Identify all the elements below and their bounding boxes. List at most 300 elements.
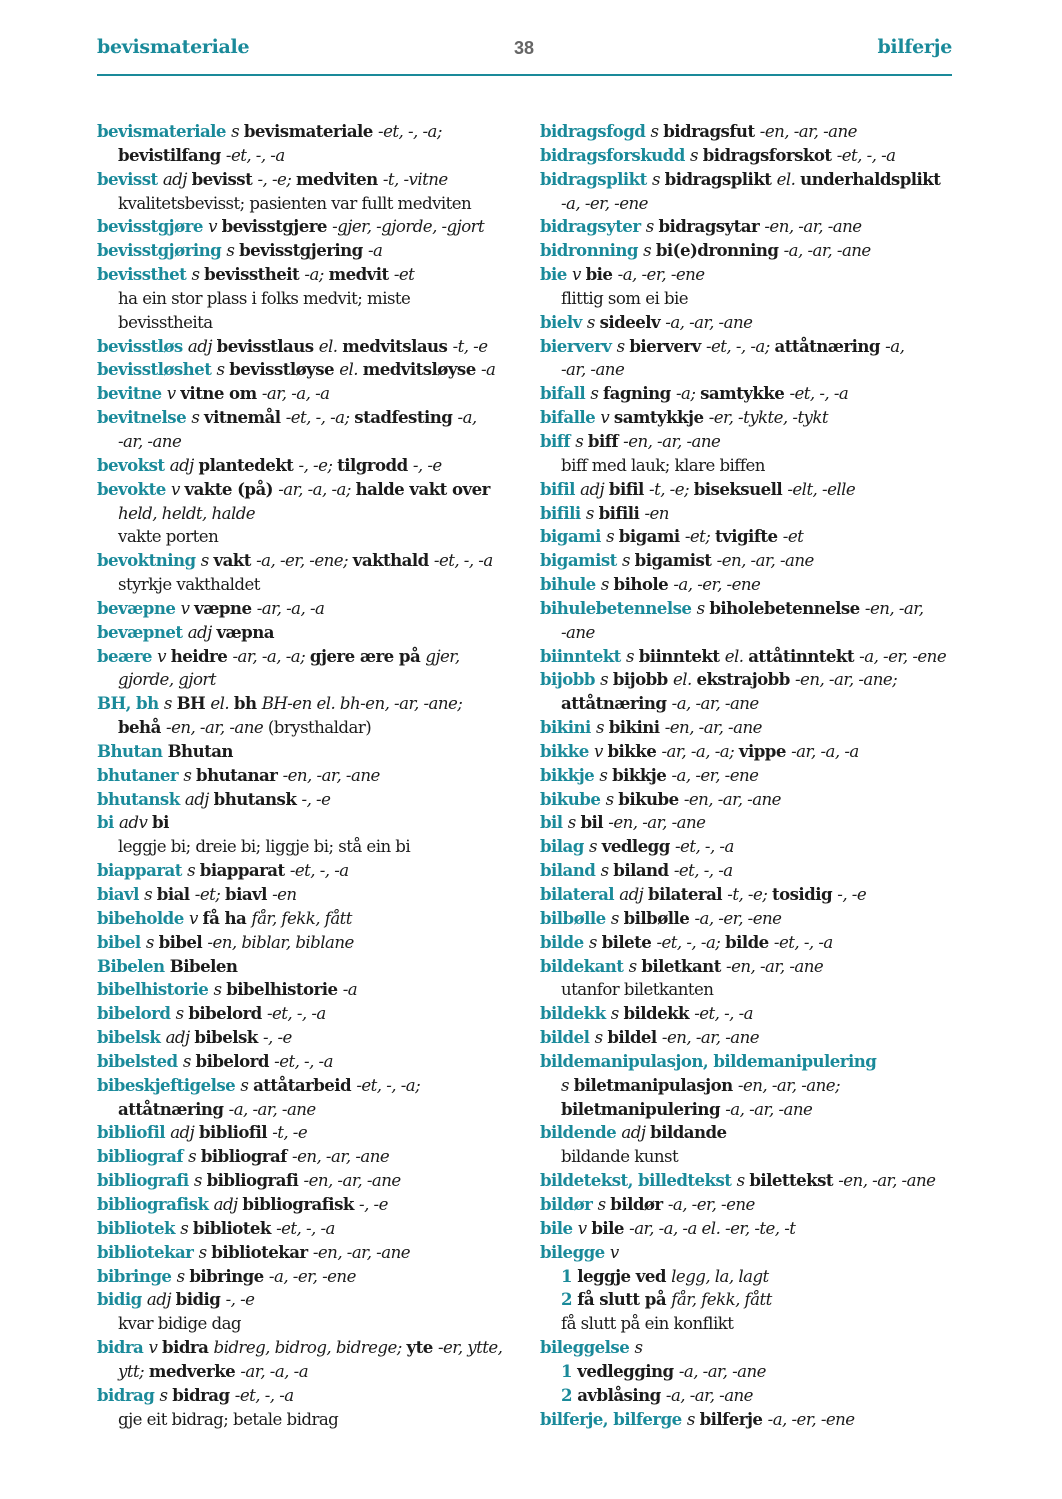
entry-line — [540, 597, 970, 621]
entry-line — [97, 335, 527, 359]
inflection: -en, -ar, -ane — [759, 122, 857, 141]
headword: bildel — [540, 1027, 595, 1048]
translation: bibelsk — [194, 1027, 263, 1048]
entry-line — [97, 1169, 527, 1193]
part-of-speech: s — [567, 813, 581, 833]
translation: medvit — [328, 264, 394, 285]
translation: bilferje — [699, 1408, 768, 1429]
entry-line — [97, 621, 527, 645]
headword: bilegge — [540, 1241, 610, 1262]
inflection: -et, -, -a — [694, 1004, 754, 1024]
entry-line — [97, 597, 527, 621]
inflection: -et; — [194, 885, 226, 904]
headword: bifall — [540, 383, 591, 404]
entry-continuation-line — [540, 192, 970, 216]
part-of-speech: s — [188, 1147, 201, 1167]
inflection: -et, -, -a — [266, 1004, 326, 1024]
headword: bevæpne — [97, 597, 181, 618]
headword: bibliotekar — [97, 1241, 199, 1262]
inflection: -et, -, -a; — [378, 122, 442, 141]
headword: bile — [540, 1217, 578, 1238]
translation: biapparat — [199, 860, 290, 881]
inflection: -et, -, -a — [276, 1218, 335, 1238]
part-of-speech: s — [643, 241, 656, 261]
translation: bifili — [598, 502, 645, 523]
inflection: -ar, -ane — [561, 360, 625, 380]
translation: bile — [591, 1217, 630, 1238]
entry-continuation-line — [540, 287, 970, 311]
part-of-speech: adj — [170, 1123, 199, 1143]
headword: bifil — [540, 478, 581, 499]
translation: avblåsing — [577, 1384, 666, 1405]
example-text: styrkje vakthaldet — [118, 575, 260, 595]
translation: bibliotek — [192, 1217, 277, 1238]
entry-line — [97, 692, 527, 716]
inflection: -ar, -a, -a — [791, 741, 859, 761]
headword: bilag — [540, 836, 590, 857]
page-number: 38 — [514, 38, 535, 58]
headword: bielv — [540, 311, 587, 332]
headword: bibelord — [97, 1003, 176, 1024]
entry-line — [97, 883, 527, 907]
example-text: vakte porten — [118, 527, 219, 547]
part-of-speech: s — [163, 694, 177, 714]
translation: sideelv — [599, 311, 666, 332]
translation: biff — [587, 430, 624, 451]
entry-line — [540, 335, 970, 359]
inflection: legg, la, lagt — [671, 1266, 769, 1286]
headword: bikkje — [540, 764, 600, 785]
inflection: -, -e — [837, 885, 867, 904]
translation: vedlegg — [601, 836, 675, 857]
inflection: -en, biblar, biblane — [207, 932, 354, 952]
entry-line — [97, 645, 527, 669]
entry-line — [540, 955, 970, 979]
inflection: -en, -ar, -ane; — [737, 1075, 841, 1095]
part-of-speech: s — [597, 1194, 611, 1214]
entry-line — [97, 1121, 527, 1145]
translation: bibringe — [189, 1265, 269, 1286]
translation: bevisstløyse — [229, 359, 340, 380]
entry-line — [540, 645, 970, 669]
translation: bikke — [607, 740, 662, 761]
translation: medvitslaus — [342, 335, 453, 356]
headword: bibelsk — [97, 1027, 166, 1048]
entry-line — [97, 764, 527, 788]
entry-line — [97, 406, 527, 430]
part-of-speech: s — [586, 312, 600, 332]
translation: underhaldsplikt — [800, 168, 941, 189]
entry-line — [540, 1026, 970, 1050]
translation: halde vakt over — [355, 478, 490, 499]
entry-line — [540, 1217, 970, 1241]
entry-line — [97, 549, 527, 573]
headword: bifili — [540, 502, 586, 523]
translation: biletmanipulering — [561, 1098, 726, 1119]
part-of-speech: s — [621, 551, 635, 571]
inflection: -a, -ar, -ane — [678, 1361, 766, 1381]
translation: bildel — [607, 1027, 662, 1048]
left-column — [97, 120, 527, 1431]
part-of-speech: v — [148, 1338, 163, 1358]
headword: bevoktning — [97, 550, 201, 571]
part-of-speech: s — [145, 932, 159, 952]
translation: tilgrodd — [337, 454, 413, 475]
part-of-speech: adj — [146, 1290, 176, 1310]
entry-line — [540, 1121, 970, 1145]
part-of-speech: v — [593, 741, 608, 761]
part-of-speech: s — [226, 241, 240, 261]
inflection: held, heldt, halde — [118, 503, 256, 523]
inflection: -ar, -a, -a el. -er, -te, -t — [629, 1218, 796, 1238]
headword: bidrag — [97, 1384, 160, 1405]
headword: bevæpnet — [97, 621, 188, 642]
example-text: bildande kunst — [561, 1147, 679, 1167]
translation: bi(e)dronning — [655, 240, 784, 261]
entry-line — [97, 978, 527, 1002]
headword: bidronning — [540, 240, 644, 261]
translation: bidrag — [172, 1384, 235, 1405]
entry-line — [540, 144, 970, 168]
translation: biinntekt — [638, 645, 725, 666]
entry-line — [97, 454, 527, 478]
inflection: -a, -ar, -ane — [665, 312, 753, 332]
entry-line — [540, 525, 970, 549]
translation: bevisstgjering — [239, 240, 368, 261]
part-of-speech: v — [609, 1242, 619, 1262]
entry-line — [97, 215, 527, 239]
inflection: -ar, -a, -a — [240, 1361, 309, 1381]
headword: bevismateriale — [97, 121, 232, 141]
translation: bevistilfang — [118, 144, 226, 165]
inflection: -a, -er, -ene — [667, 1194, 755, 1214]
translation: væpne — [194, 597, 257, 618]
translation: bial — [156, 884, 195, 904]
entry-continuation-line — [540, 621, 970, 645]
inflection: -a, -er, -ene; — [256, 551, 353, 571]
headword: bifalle — [540, 407, 601, 428]
entry-line — [540, 1169, 970, 1193]
headword: bevissthet — [97, 264, 192, 285]
inflection: -en, -ar, -ane — [764, 217, 862, 237]
inflection: -a, -er, -ene — [767, 1409, 855, 1429]
entry-line — [540, 668, 970, 692]
translation: bhutansk — [213, 788, 302, 809]
translation: få slutt på — [577, 1289, 672, 1310]
entry-line — [97, 1217, 527, 1241]
entry-line — [540, 382, 970, 406]
part-of-speech: s — [589, 837, 602, 857]
entry-line — [540, 430, 970, 454]
headword: bibel — [97, 931, 146, 952]
inflection: -a, -ar, -ane — [671, 694, 759, 714]
part-of-speech: s — [616, 336, 630, 356]
headword: bigami — [540, 526, 607, 547]
part-of-speech: s — [689, 145, 703, 165]
entry-continuation-line — [97, 287, 527, 311]
inflection: -et, -, -a; — [705, 336, 775, 356]
translation: tosidig — [772, 884, 838, 904]
translation: vakte (på) — [184, 478, 279, 499]
headword: bhutaner — [97, 764, 184, 785]
inflection: -en, -ar, -ane — [282, 765, 380, 785]
entry-line — [97, 788, 527, 812]
entry-continuation-line — [540, 1288, 970, 1312]
inflection: -ar, -a, -a; — [232, 646, 310, 666]
part-of-speech: s — [191, 265, 205, 285]
entry-continuation-line — [97, 430, 527, 454]
entry-continuation-line — [540, 1360, 970, 1384]
entry-line — [540, 1408, 970, 1432]
part-of-speech: s — [626, 646, 639, 666]
translation: attåtnæring — [118, 1098, 229, 1119]
entry-line — [540, 764, 970, 788]
headword: bie — [540, 264, 573, 285]
translation: samtykkje — [613, 407, 709, 428]
entry-continuation-line — [97, 525, 527, 549]
headword: bibliograf — [97, 1146, 189, 1167]
translation: bibliotekar — [211, 1241, 313, 1262]
inflection: -en, -ar, -ane — [661, 1028, 760, 1048]
inflection: -a, — [457, 408, 477, 428]
inflection: -et, -, -a — [673, 861, 733, 881]
right-guide-word: bilferje — [877, 36, 952, 58]
part-of-speech: adj — [162, 169, 192, 189]
entry-line — [540, 859, 970, 883]
inflection: -et, -, -a — [675, 837, 734, 857]
entry-line — [97, 120, 527, 144]
entry-line — [97, 1241, 527, 1265]
translation: tvigifte — [715, 526, 783, 547]
entry-line — [540, 549, 970, 573]
part-of-speech: s — [231, 122, 244, 141]
entry-line — [540, 835, 970, 859]
translation: bibelhistorie — [226, 979, 343, 1000]
part-of-speech: s — [182, 1051, 196, 1071]
inflection: -en, -ar, -ane — [683, 789, 781, 809]
page-header — [97, 36, 952, 76]
headword: biinntekt — [540, 645, 627, 666]
inflection: -t, -e; — [649, 479, 694, 499]
inflection: -a, -ar, -ane — [725, 1099, 813, 1119]
translation: bidragsytar — [658, 216, 765, 237]
translation: bihole — [613, 574, 674, 595]
part-of-speech: s — [176, 1266, 190, 1286]
headword: Bhutan — [97, 740, 168, 761]
translation: bidragsforskot — [702, 144, 837, 165]
inflection: -et, -, -a; — [356, 1075, 421, 1095]
translation: bildør — [610, 1193, 668, 1214]
entry-continuation-line — [97, 1408, 527, 1432]
entry-line — [97, 1145, 527, 1169]
part-of-speech: s — [187, 861, 200, 881]
translation: bildekk — [623, 1003, 695, 1024]
entry-line — [97, 1288, 527, 1312]
part-of-speech: s — [180, 1218, 193, 1238]
translation: attåtarbeid — [253, 1074, 357, 1095]
entry-continuation-line — [97, 1312, 527, 1336]
translation: gjere ære på — [309, 645, 426, 666]
entry-line — [540, 811, 970, 835]
inflection: -, -e — [225, 1290, 255, 1310]
entry-line — [540, 1241, 970, 1265]
headword: bigamist — [540, 550, 622, 571]
part-of-speech: adj — [169, 455, 199, 475]
headword: biland — [540, 860, 601, 881]
translation: bidragsfut — [663, 121, 760, 141]
inflection: -a, -er, -ene — [673, 575, 761, 595]
translation: medverke — [148, 1360, 241, 1381]
example-text: (brysthaldar) — [267, 718, 372, 738]
inflection: -en, -ar, -ane — [838, 1171, 936, 1191]
headword: bildekk — [540, 1003, 611, 1024]
translation: bilettekst — [749, 1170, 839, 1191]
entry-line — [97, 358, 527, 382]
translation: bibelord — [188, 1003, 267, 1024]
translation: bilete — [601, 931, 657, 952]
translation: bidragsplikt — [664, 168, 777, 189]
translation: bigami — [618, 526, 685, 547]
inflection: -t, -e; — [727, 885, 772, 904]
translation: bilde — [725, 931, 774, 952]
inflection: -en, -ar, -ane — [312, 1242, 410, 1262]
entry-continuation-line — [97, 1098, 527, 1122]
translation: vakt — [213, 550, 257, 571]
translation: bibliografi — [206, 1170, 304, 1191]
inflection: -et, -, -a — [789, 384, 849, 404]
translation: vitne om — [180, 383, 262, 404]
translation: vippe — [738, 740, 792, 761]
headword: bidragsyter — [540, 216, 646, 237]
part-of-speech: s — [575, 431, 588, 451]
inflection: -et, -, -a — [433, 551, 493, 571]
part-of-speech: s — [588, 932, 602, 952]
inflection: -en, -ar, -ane — [166, 718, 268, 738]
headword: bibeskjeftigelse — [97, 1074, 241, 1095]
sense-number: 1 — [561, 1265, 578, 1286]
part-of-speech: s — [240, 1075, 254, 1095]
entry-line — [97, 1384, 527, 1408]
inflection: får, fekk, fått — [251, 908, 352, 928]
headword: bidra — [97, 1337, 149, 1358]
inflection: -a, -er, -ene — [671, 765, 759, 785]
entry-continuation-line — [97, 668, 527, 692]
inflection: -et, -, -a — [836, 145, 896, 165]
entry-continuation-line — [540, 1384, 970, 1408]
entry-line — [540, 502, 970, 526]
entry-line — [540, 215, 970, 239]
entry-continuation-line — [540, 978, 970, 1002]
translation: bhutanar — [196, 764, 283, 785]
inflection: -et — [782, 527, 804, 547]
example-text: ha ein stor plass i folks medvit; miste — [118, 288, 411, 308]
headword: bevisstløs — [97, 335, 188, 356]
part-of-speech: adj — [621, 1123, 651, 1143]
example-text: bevisstheita — [118, 312, 213, 332]
part-of-speech: s — [610, 1004, 624, 1024]
entry-line — [540, 883, 970, 907]
part-of-speech: s — [606, 527, 619, 547]
sense-number: 2 — [561, 1384, 578, 1405]
part-of-speech: v — [577, 1218, 592, 1238]
entry-continuation-line — [540, 1312, 970, 1336]
inflection: el. — [672, 670, 697, 690]
part-of-speech: s — [183, 765, 197, 785]
inflection: -et, -, -a; — [656, 932, 726, 952]
part-of-speech: adj — [580, 479, 609, 499]
entry-continuation-line — [97, 1360, 527, 1384]
translation: Bibelen — [169, 955, 238, 976]
part-of-speech: s — [159, 1385, 173, 1405]
part-of-speech: v — [180, 598, 195, 618]
inflection: gjer, — [425, 646, 460, 666]
translation: medvitsløyse — [362, 359, 481, 380]
inflection: -t, -e — [452, 336, 488, 356]
part-of-speech: s — [216, 360, 230, 380]
part-of-speech: s — [144, 885, 157, 904]
entry-line — [540, 573, 970, 597]
inflection: -, -e — [412, 455, 442, 475]
inflection: -gjer, -gjorde, -gjort — [332, 217, 485, 237]
translation: bildande — [650, 1122, 727, 1143]
example-text: utanfor biletkanten — [561, 980, 714, 1000]
translation: heidre — [170, 645, 233, 666]
part-of-speech: s — [650, 122, 664, 141]
entry-line — [540, 406, 970, 430]
headword: bevisstløshet — [97, 359, 217, 380]
entry-line — [540, 716, 970, 740]
entry-line — [540, 239, 970, 263]
inflection: -en — [644, 503, 669, 523]
right-column — [540, 120, 970, 1431]
headword: bidig — [97, 1289, 147, 1310]
entry-line — [97, 478, 527, 502]
translation: attåtnæring — [561, 693, 672, 714]
headword: bevitnelse — [97, 407, 192, 428]
translation: vedlegging — [577, 1360, 679, 1381]
inflection: -, -e — [359, 1194, 388, 1214]
inflection: -a, -er, -ene — [561, 193, 648, 213]
part-of-speech: v — [572, 265, 586, 285]
headword: Bibelen — [97, 955, 170, 976]
inflection: el. — [724, 646, 749, 666]
inflection: -a, -er, -ene — [617, 265, 705, 285]
translation: samtykke — [700, 383, 790, 404]
inflection: -a; — [304, 265, 329, 285]
inflection: -, -e — [262, 1028, 292, 1048]
headword: bi — [97, 812, 120, 833]
entry-line — [540, 120, 970, 144]
headword: bibliografisk — [97, 1193, 214, 1214]
inflection: -et — [393, 265, 415, 285]
example-text: få slutt på ein konflikt — [561, 1314, 734, 1334]
headword: bevisstgjøring — [97, 240, 227, 261]
example-text: gje eit bidrag; betale bidrag — [118, 1409, 339, 1429]
part-of-speech: s — [193, 1171, 207, 1191]
part-of-speech: s — [736, 1171, 750, 1191]
translation: biavl — [225, 884, 273, 904]
inflection: -a, -ar, -ane — [783, 241, 871, 261]
headword: bilbølle — [540, 907, 611, 928]
entry-line — [540, 1002, 970, 1026]
headword: bidragsforskudd — [540, 144, 690, 165]
inflection: el. — [318, 336, 343, 356]
inflection: -a, -er, -ene — [268, 1266, 356, 1286]
entry-line — [97, 1026, 527, 1050]
headword: bevitne — [97, 383, 167, 404]
inflection: -ar, -a, -a; — [278, 479, 356, 499]
translation: biletkant — [641, 955, 727, 976]
